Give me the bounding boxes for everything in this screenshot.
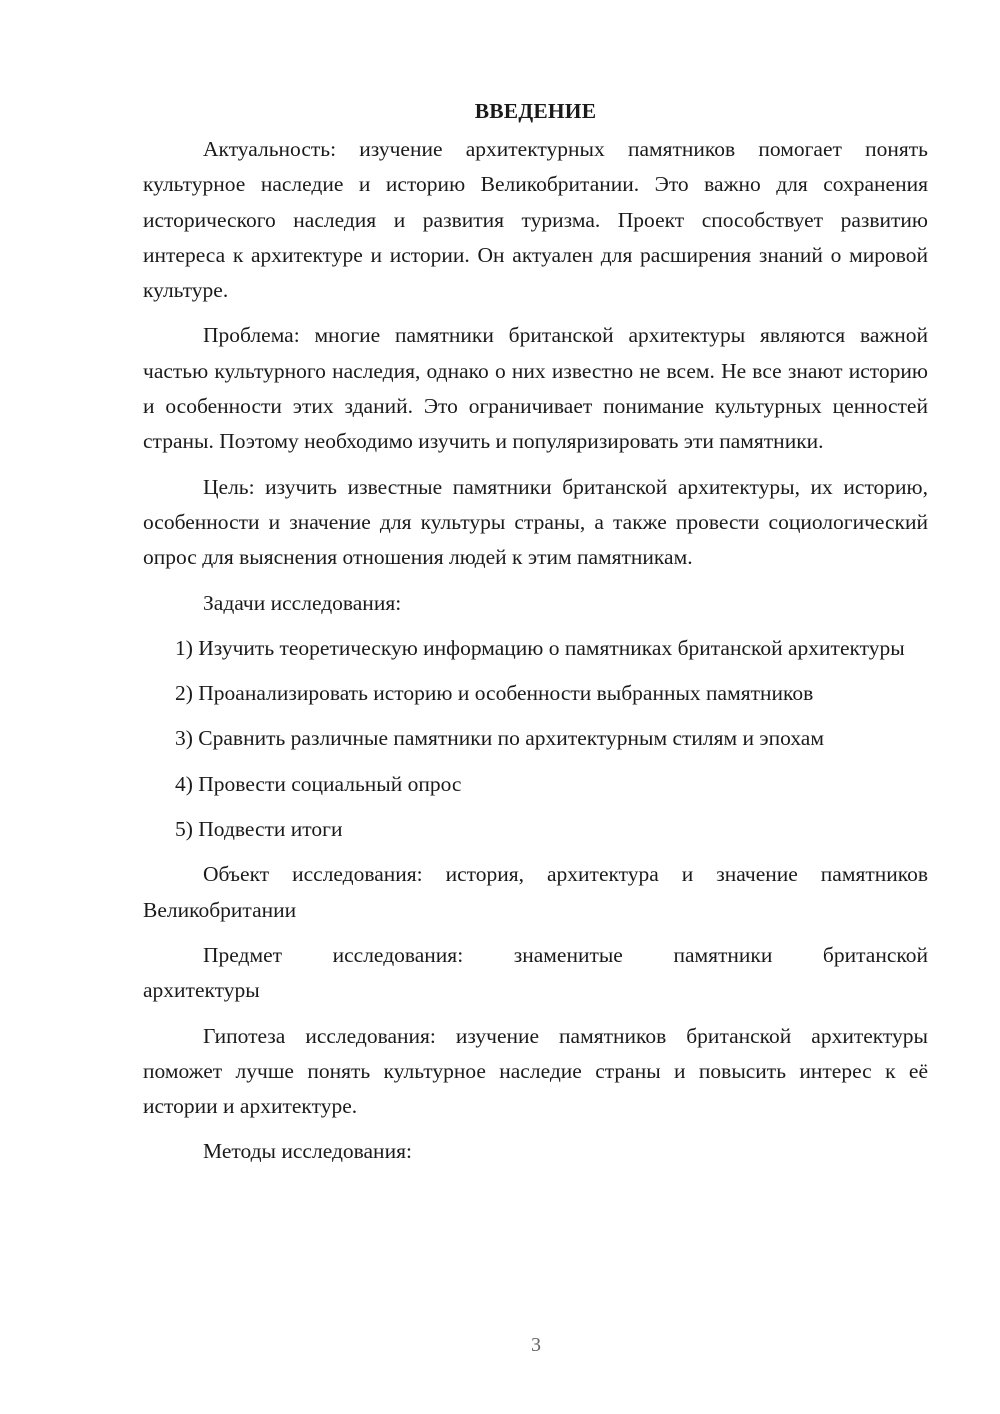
methods-heading: Методы исследования:	[203, 1139, 412, 1164]
task-item: 4) Провести социальный опрос	[175, 771, 462, 796]
section-title: ВВЕДЕНИЕ	[474, 99, 597, 123]
tasks-heading: Задачи исследования:	[203, 590, 402, 615]
subject-line-1: Предмет исследования: знаменитые памятники британской	[203, 942, 928, 967]
task-item: 2) Проанализировать историю и особенности выбранных памятников	[175, 681, 814, 706]
subject-paragraph	[143, 938, 928, 1009]
page-number: 3	[531, 1334, 541, 1356]
task-item: 1) Изучить теоретическую информацию о памятниках британской архитектуры	[175, 635, 905, 660]
subject-line-2: архитектуры	[143, 978, 260, 1003]
relevance-paragraph: Актуальность: изучение архитектурных памятников помогает понять культурное наследие и историю Великобритании. Это важно для сохранения исторического наследия и развития туризма. Проект способствует развитию интереса к архитектуре и истории. Он актуален для расширения знаний о мировой культуре.	[143, 137, 928, 303]
page-content	[143, 96, 928, 1180]
task-item: 3) Сравнить различные памятники по архитектурным стилям и эпохам	[175, 726, 824, 751]
problem-paragraph: Проблема: многие памятники британской архитектуры являются важной частью культурного наследия, однако о них известно не всем. Не все знают историю и особенности этих зданий. Это ограничивает понимание культурных ценностей страны. Поэтому необходимо изучить и популяризировать эти памятники.	[143, 323, 928, 454]
object-paragraph: Объект исследования: история, архитектура и значение памятников Великобритании	[143, 862, 928, 922]
task-item: 5) Подвести итоги	[175, 817, 343, 842]
goal-paragraph: Цель: изучить известные памятники британской архитектуры, их историю, особенности и значение для культуры страны, а также провести социологический опрос для выяснения отношения людей к этим памятникам.	[143, 474, 928, 570]
hypothesis-paragraph: Гипотеза исследования: изучение памятников британской архитектуры поможет лучше понять культурное наследие страны и повысить интерес к её истории и архитектуре.	[143, 1023, 928, 1119]
